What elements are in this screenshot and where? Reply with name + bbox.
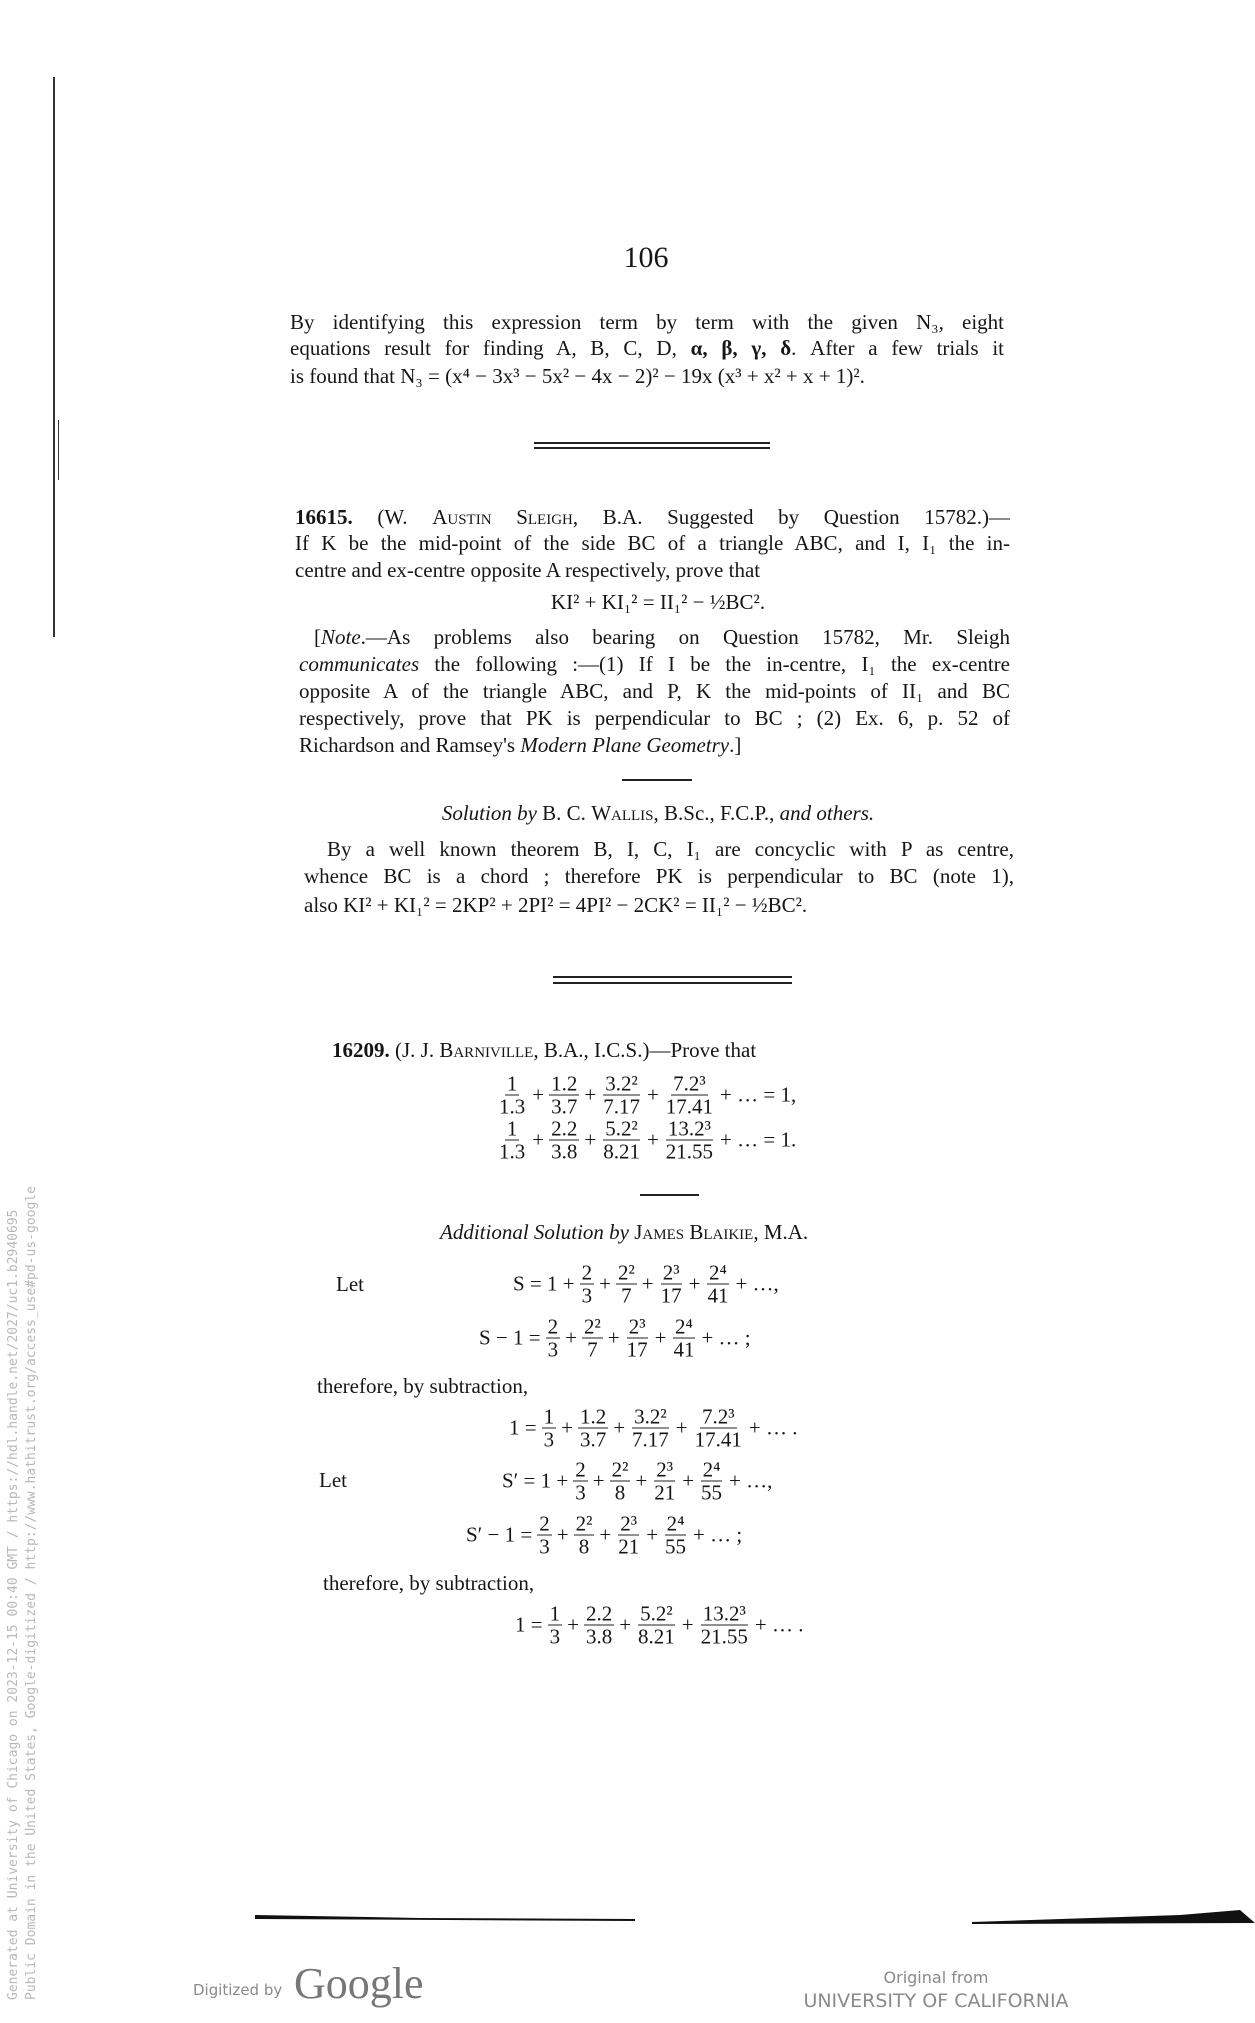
text-segment: Note — [321, 625, 361, 649]
denominator: 3.7 — [551, 1094, 578, 1119]
numerator: 1 — [506, 1071, 518, 1096]
operator: + — [654, 1325, 667, 1350]
denominator: 3 — [547, 1337, 559, 1362]
operator: + — [688, 1271, 701, 1296]
therefore-label: therefore, by subtraction, — [323, 1571, 535, 1595]
operator: + … . — [748, 1415, 798, 1440]
numerator: 3.2² — [634, 1404, 667, 1429]
denominator: 3.8 — [551, 1139, 578, 1164]
solution-line — [304, 863, 1014, 889]
denominator: 3 — [539, 1534, 550, 1559]
denominator: 3.8 — [585, 1624, 613, 1649]
denominator: 3 — [575, 1480, 586, 1505]
fraction — [664, 1073, 715, 1118]
text-segment: , M.A. — [753, 1220, 809, 1244]
denominator: 21 — [618, 1534, 640, 1559]
note-line — [299, 732, 741, 758]
denominator: 17 — [626, 1337, 648, 1362]
operator: + …, — [729, 1468, 773, 1493]
operator: + … ; — [701, 1325, 751, 1350]
operator: 1 = — [515, 1612, 543, 1637]
numerator: 2⁴ — [666, 1511, 685, 1536]
equation-s — [510, 1262, 782, 1307]
text-segment: Barniville — [439, 1038, 534, 1062]
denominator: 55 — [701, 1480, 723, 1505]
intro-line — [290, 309, 1004, 335]
fraction — [497, 1073, 527, 1118]
numerator: 1.2 — [579, 1404, 607, 1429]
numerator: 5.2² — [640, 1601, 673, 1626]
text-segment: α, β, γ, δ — [690, 336, 792, 360]
fraction — [616, 1262, 637, 1307]
text-segment: [ — [314, 625, 321, 649]
operator: + — [561, 1415, 573, 1440]
watermark-line-2: Public Domain in the United States, Google-digitized / http://www.hathitrust.org/access_use#pd-us-google — [24, 1186, 39, 2000]
denominator: 21.55 — [700, 1624, 748, 1649]
operator: + … ; — [693, 1522, 743, 1547]
text-segment: , B.Sc., F.C.P., — [653, 801, 780, 825]
note-line — [299, 651, 1010, 677]
numerator: 2⁴ — [702, 1457, 721, 1482]
text-segment: , B.A., I.C.S.)—Prove that — [533, 1038, 757, 1062]
fraction — [671, 1316, 696, 1361]
operator: + …, — [735, 1271, 779, 1296]
question-heading — [295, 504, 1010, 530]
fraction — [574, 1513, 595, 1558]
question-formula: KI² + KI₁² = II₁² − ½BC². — [550, 590, 766, 614]
fraction — [705, 1262, 730, 1307]
fraction — [636, 1603, 677, 1648]
fraction — [542, 1406, 557, 1451]
numerator: 13.2³ — [667, 1116, 711, 1141]
denominator: 17 — [660, 1283, 682, 1308]
numerator: 2⁴ — [675, 1314, 693, 1339]
denominator: 17.41 — [694, 1427, 742, 1452]
text-segment: 16615. — [295, 505, 353, 529]
fraction — [601, 1118, 642, 1163]
denominator: 3 — [543, 1427, 555, 1452]
operator: + — [592, 1468, 605, 1493]
denominator: 8.21 — [603, 1139, 640, 1164]
denominator: 8 — [614, 1480, 626, 1505]
fraction — [699, 1459, 724, 1504]
google-wordmark: Google — [294, 1959, 424, 2008]
operator: + — [532, 1127, 545, 1152]
operator: S′ − 1 = — [466, 1522, 533, 1547]
denominator: 7.17 — [632, 1427, 669, 1452]
operator: + — [641, 1271, 654, 1296]
let-label: Let — [319, 1468, 347, 1492]
denominator: 41 — [673, 1337, 695, 1362]
solution-heading — [358, 800, 958, 826]
text-segment: Austin Sleigh — [432, 505, 573, 529]
text-segment: and others. — [779, 801, 875, 825]
short-divider — [640, 1194, 699, 1196]
equation-series-1 — [495, 1073, 799, 1118]
text-segment: whence BC is a chord ; therefore PK is perpendicular to BC (note 1), — [304, 864, 1014, 888]
text-segment: Solution by — [441, 801, 537, 825]
denominator: 3.7 — [579, 1427, 607, 1452]
operator: + — [599, 1271, 611, 1296]
numerator: 2³ — [656, 1457, 674, 1482]
operator: + — [681, 1612, 694, 1637]
operator: + — [556, 1522, 569, 1547]
fraction — [610, 1459, 631, 1504]
operator: S − 1 = — [479, 1325, 541, 1350]
solution-line — [304, 892, 807, 918]
text-segment: 16209. — [332, 1038, 390, 1062]
text-segment: respectively, prove that PK is perpendicular to BC ; (2) Ex. 6, p. 52 of — [299, 706, 1010, 730]
numerator: 3.2² — [605, 1071, 638, 1096]
question-heading — [332, 1037, 756, 1063]
therefore-label: therefore, by subtraction, — [317, 1374, 529, 1398]
fraction — [664, 1118, 715, 1163]
equation-s-prime — [499, 1459, 775, 1504]
operator: + — [635, 1468, 648, 1493]
denominator: 41 — [707, 1283, 729, 1308]
text-segment: By a well known theorem B, I, C, I₁ are concyclic with P as centre, — [327, 837, 1014, 861]
fraction — [663, 1513, 688, 1558]
numerator: 7.2³ — [673, 1071, 706, 1096]
numerator: 2³ — [662, 1260, 680, 1285]
text-segment: also KI² + KI₁² = 2KP² + 2PI² = 4PI² − 2CK² = II₁² − ½BC². — [304, 893, 808, 917]
denominator: 17.41 — [665, 1094, 714, 1119]
denominator: 21.55 — [665, 1139, 714, 1164]
fraction — [630, 1406, 671, 1451]
numerator: 2² — [583, 1314, 601, 1339]
text-segment: centre and ex-centre opposite A respectively, prove that — [295, 558, 761, 582]
fraction — [601, 1073, 642, 1118]
fraction — [659, 1262, 684, 1307]
operator: + — [646, 1127, 659, 1152]
denominator: 1.3 — [499, 1139, 526, 1164]
page-number: 106 — [623, 241, 669, 274]
denominator: 7.17 — [603, 1094, 640, 1119]
fraction — [699, 1603, 750, 1648]
operator: S = 1 + — [513, 1271, 575, 1296]
text-segment: , B.A. Suggested by Question 15782.)— — [572, 505, 1010, 529]
note-line — [299, 678, 1010, 704]
text-segment: equations result for finding A, B, C, D, — [290, 336, 691, 360]
operator: + — [599, 1522, 612, 1547]
text-segment: (J. J. — [389, 1038, 440, 1062]
numerator: 1.2 — [551, 1071, 578, 1096]
fraction — [549, 1073, 579, 1118]
numerator: 1 — [543, 1404, 555, 1429]
text-segment: .] — [729, 733, 742, 757]
numerator: 13.2³ — [702, 1601, 746, 1626]
operator: + — [584, 1127, 597, 1152]
operator: + — [584, 1082, 597, 1107]
question-line — [295, 530, 1010, 556]
text-segment: is found that N₃ = (x⁴ − 3x³ − 5x² − 4x − 2)² − 19x (x³ + x² + x + 1)². — [290, 364, 865, 388]
original-from-label: Original from — [883, 1968, 989, 1987]
operator: + … . — [754, 1612, 804, 1637]
equation-s-minus-1 — [476, 1316, 754, 1361]
fraction — [546, 1316, 561, 1361]
operator: + … = 1, — [720, 1082, 797, 1107]
text-segment: Modern Plane Geometry — [520, 733, 730, 757]
operator: + … = 1. — [720, 1127, 797, 1152]
watermark-line-1: Generated at University of Chicago on 2023-12-15 00:40 GMT / https://hdl.handle.net/2027/uc1.b2940695 — [6, 1209, 21, 2000]
additional-solution-heading — [440, 1219, 808, 1245]
denominator: 21 — [654, 1480, 676, 1505]
text-segment: If K be the mid-point of the side BC of a triangle ABC, and I, I₁ the in- — [295, 531, 1010, 555]
operator: + — [565, 1325, 577, 1350]
text-segment: .—As problems also bearing on Question 15782, Mr. Sleigh — [360, 625, 1010, 649]
operator: + — [532, 1082, 545, 1107]
fraction — [497, 1118, 527, 1163]
text-segment: opposite A of the triangle ABC, and P, K the mid-points of II₁ and BC — [299, 679, 1010, 703]
numerator: 2² — [611, 1457, 629, 1482]
intro-line — [290, 363, 865, 389]
operator: + — [613, 1415, 626, 1440]
text-segment: James Blaikie — [634, 1220, 754, 1244]
operator: + — [619, 1612, 632, 1637]
operator: S′ = 1 + — [502, 1468, 569, 1493]
text-segment: Additional Solution by — [440, 1220, 629, 1244]
operator: + — [567, 1612, 579, 1637]
denominator: 3 — [549, 1624, 561, 1649]
numerator: 2 — [575, 1457, 586, 1482]
numerator: 2 — [547, 1314, 559, 1339]
text-segment: Wallis — [591, 801, 654, 825]
fraction — [578, 1406, 608, 1451]
denominator: 3 — [581, 1283, 593, 1308]
fraction — [573, 1459, 588, 1504]
intro-line — [290, 335, 1004, 361]
numerator: 2² — [617, 1260, 635, 1285]
fraction — [549, 1118, 579, 1163]
text-segment: By identifying this expression term by term with the given N₃, eight — [290, 310, 1004, 334]
note-line — [314, 624, 1010, 650]
text-segment: (W. — [352, 505, 433, 529]
solution-line — [327, 836, 1014, 862]
fraction — [584, 1603, 614, 1648]
let-label: Let — [336, 1272, 364, 1296]
numerator: 2² — [575, 1511, 593, 1536]
numerator: 2 — [581, 1260, 593, 1285]
denominator: 8.21 — [638, 1624, 675, 1649]
fraction — [693, 1406, 744, 1451]
text-segment: communicates — [299, 652, 420, 676]
denominator: 7 — [587, 1337, 598, 1362]
text-segment: B. C. — [536, 801, 592, 825]
institution-label: UNIVERSITY OF CALIFORNIA — [803, 1990, 1069, 2012]
numerator: 2.2 — [551, 1116, 578, 1141]
operator: + — [675, 1415, 688, 1440]
fraction — [625, 1316, 650, 1361]
numerator: 2³ — [620, 1511, 638, 1536]
equation-result-2 — [512, 1603, 806, 1648]
fraction — [652, 1459, 677, 1504]
operator: 1 = — [509, 1415, 537, 1440]
fraction — [616, 1513, 641, 1558]
short-divider — [622, 779, 692, 781]
denominator: 8 — [578, 1534, 590, 1559]
text-segment: Richardson and Ramsey's — [299, 733, 521, 757]
numerator: 7.2³ — [701, 1404, 735, 1429]
equation-result-1 — [506, 1406, 800, 1451]
equation-s-prime-minus-1 — [463, 1513, 745, 1558]
fraction — [580, 1262, 595, 1307]
digitized-by-label: Digitized by — [193, 1981, 283, 1999]
question-line — [295, 557, 760, 583]
fraction — [582, 1316, 603, 1361]
operator: + — [646, 1082, 659, 1107]
numerator: 2.2 — [585, 1601, 613, 1626]
numerator: 5.2² — [605, 1116, 638, 1141]
text-segment: . After a few trials it — [791, 336, 1004, 360]
fraction — [548, 1603, 563, 1648]
text-segment: the following :—(1) If I be the in-centre, I₁ the ex-centre — [419, 652, 1010, 676]
denominator: 1.3 — [499, 1094, 526, 1119]
numerator: 2⁴ — [709, 1260, 727, 1285]
numerator: 2³ — [628, 1314, 646, 1339]
fraction — [537, 1513, 552, 1558]
denominator: 7 — [621, 1283, 632, 1308]
denominator: 55 — [665, 1534, 687, 1559]
operator: + — [682, 1468, 695, 1493]
page-bottom-edge — [0, 1905, 1255, 1930]
numerator: 1 — [506, 1116, 518, 1141]
equation-series-2 — [495, 1118, 799, 1163]
operator: + — [607, 1325, 620, 1350]
numerator: 2 — [539, 1511, 550, 1536]
note-line — [299, 705, 1010, 731]
numerator: 1 — [549, 1601, 561, 1626]
operator: + — [646, 1522, 659, 1547]
